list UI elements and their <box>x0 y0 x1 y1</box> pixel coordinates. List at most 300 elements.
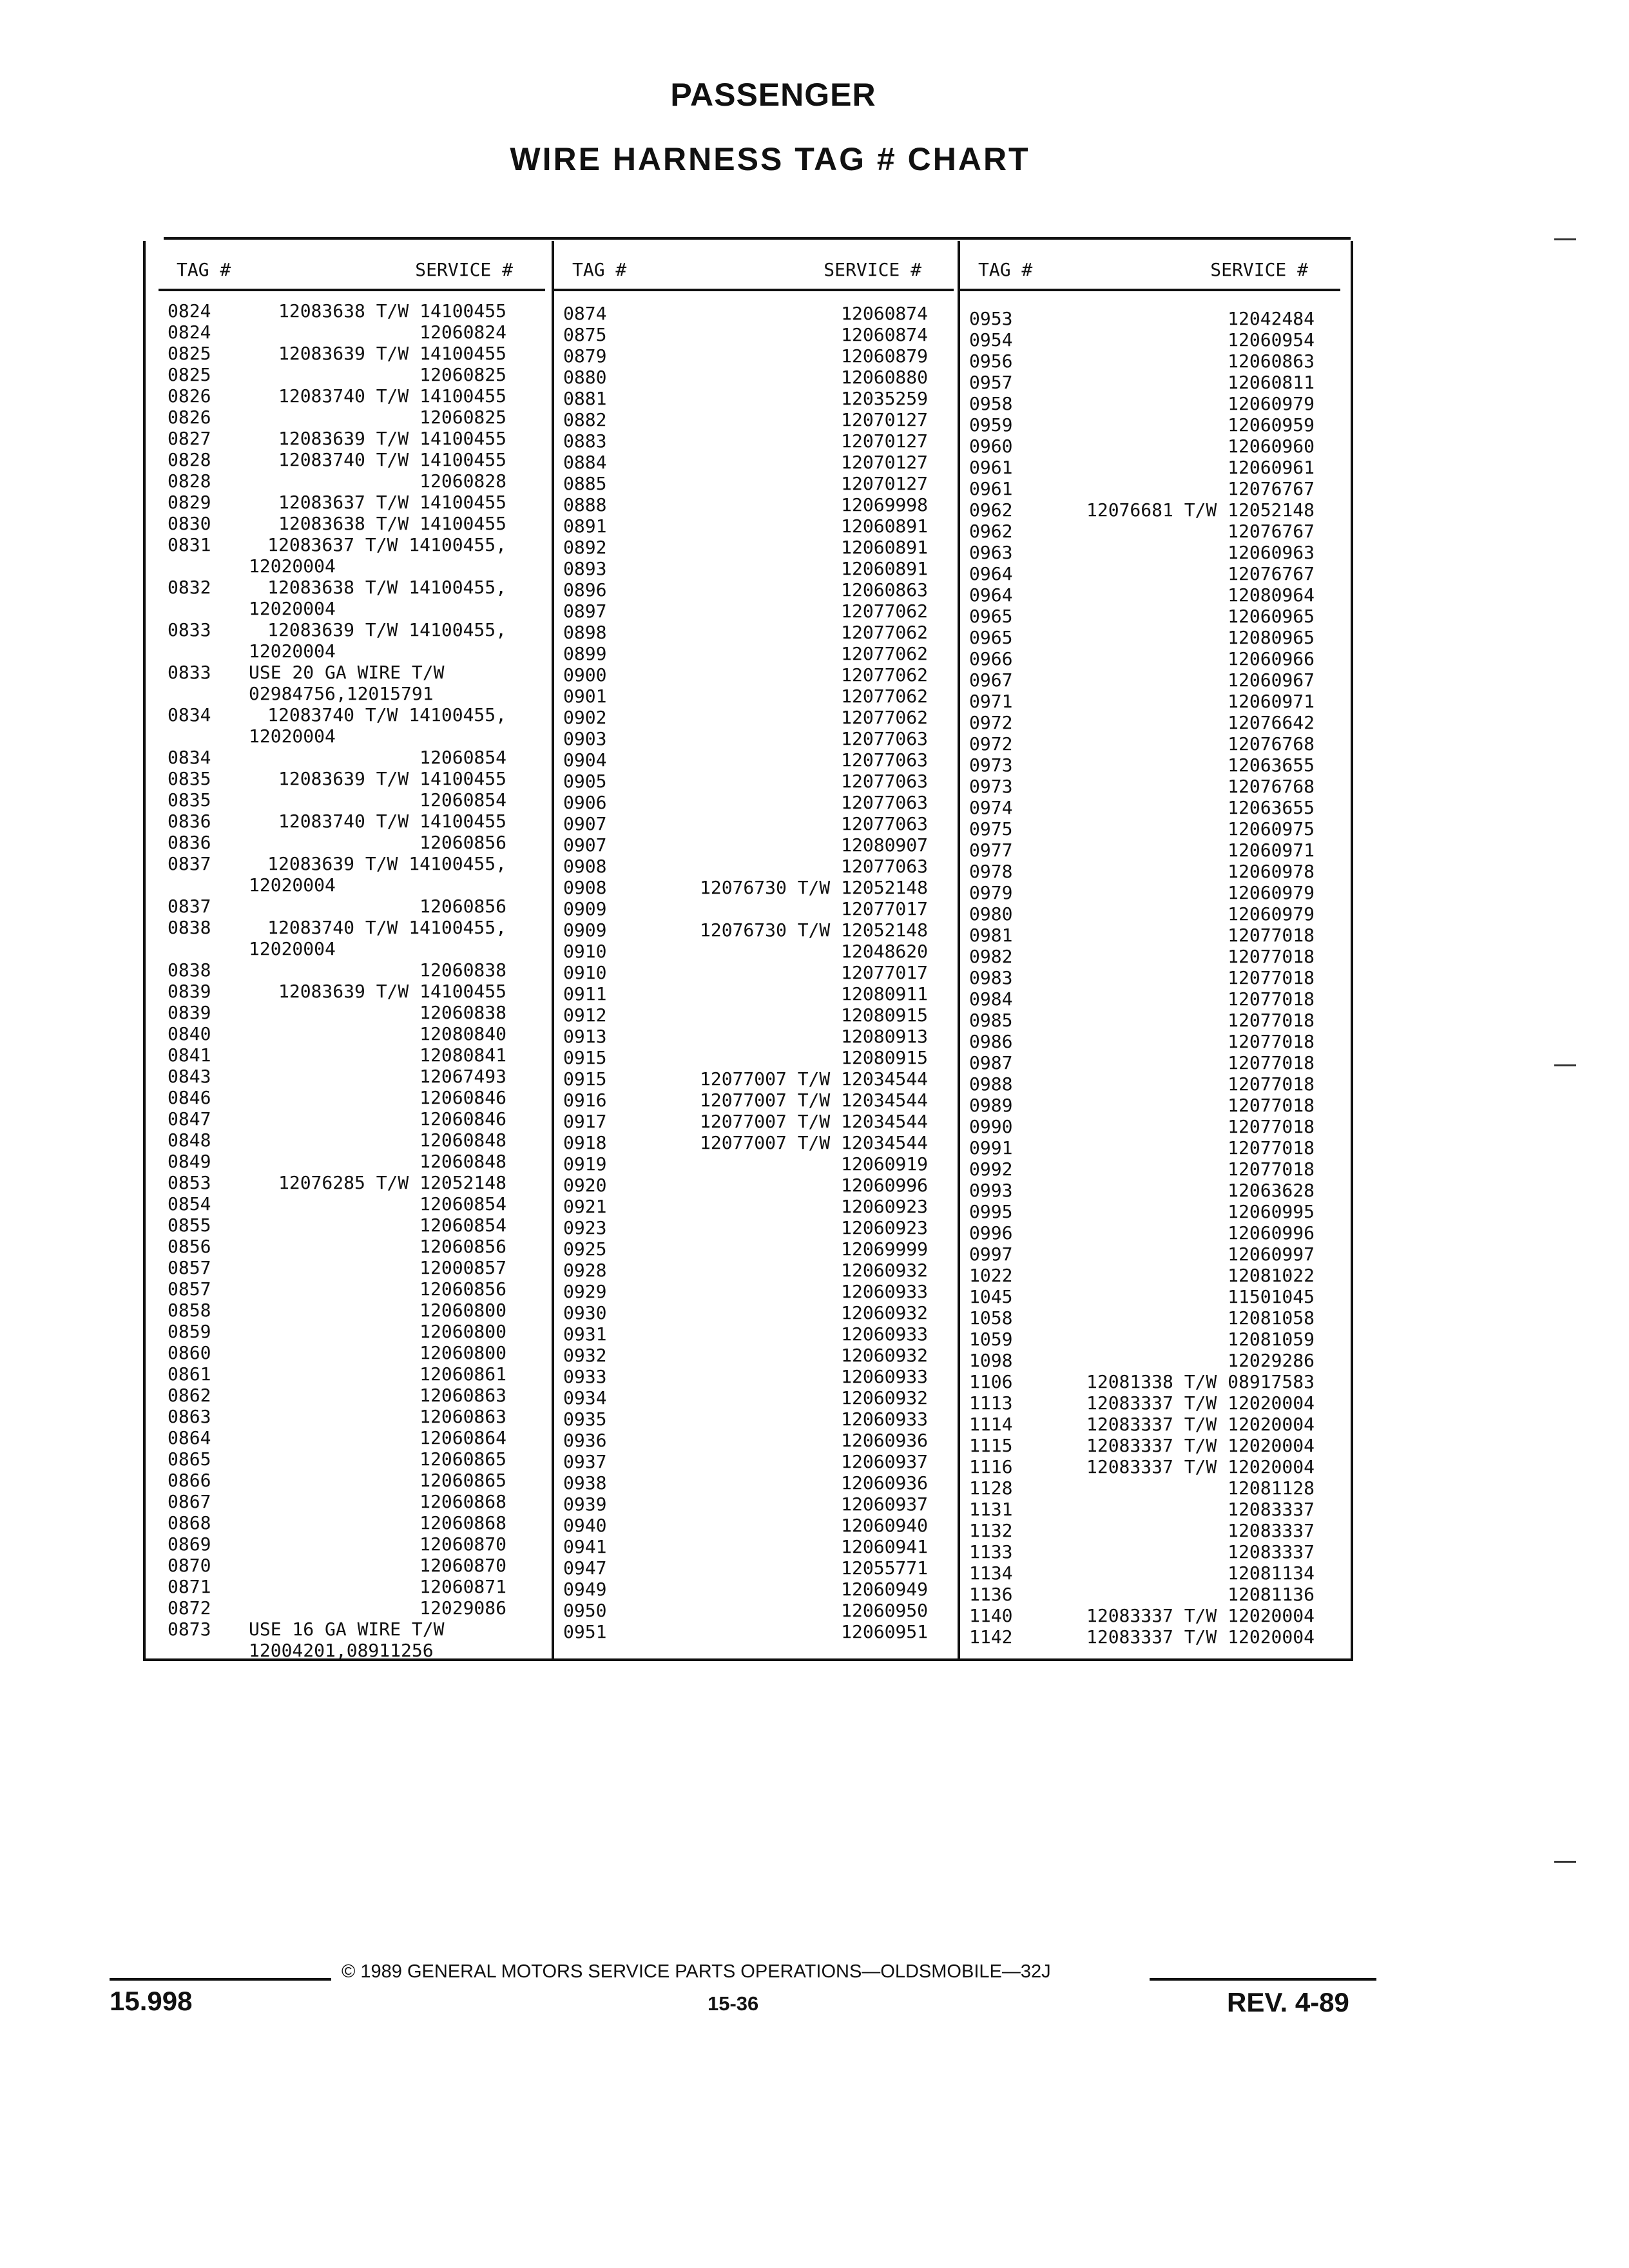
table-row <box>960 1626 1340 1648</box>
tag-number: 0910 <box>563 941 607 962</box>
service-number: 12060864 <box>419 1427 506 1448</box>
service-number: 12060933 <box>841 1408 928 1430</box>
service-number: 12060854 <box>419 1193 506 1215</box>
table-row <box>159 1236 545 1257</box>
service-number: 12083639 T/W 14100455 <box>278 428 506 449</box>
tag-number: 0993 <box>969 1180 1013 1201</box>
tag-number: 0959 <box>969 414 1013 436</box>
table-row <box>960 946 1340 967</box>
service-number: 12077017 <box>841 898 928 919</box>
page-subtitle: WIRE HARNESS TAG # CHART <box>510 141 1030 177</box>
tag-number: 0839 <box>168 1002 211 1023</box>
tag-number: 0917 <box>563 1111 607 1132</box>
tag-number: 0867 <box>168 1491 211 1512</box>
service-number: 12070127 <box>841 473 928 494</box>
tag-number: 0899 <box>563 643 607 664</box>
table-row <box>960 1414 1340 1435</box>
service-number: 12060824 <box>419 322 506 343</box>
tag-number: 0985 <box>969 1010 1013 1031</box>
tag-number: 0868 <box>168 1512 211 1533</box>
tag-number: 0857 <box>168 1257 211 1278</box>
tag-number: 0860 <box>168 1342 211 1363</box>
table-row <box>159 896 545 917</box>
service-number: 12060937 <box>841 1451 928 1472</box>
service-number: 12083740 T/W 14100455, <box>267 704 506 726</box>
table-row <box>159 704 545 726</box>
tag-number: 0826 <box>168 407 211 428</box>
service-number: 12083337 <box>1228 1499 1315 1520</box>
tag-header: TAG # <box>572 259 627 280</box>
tag-number: 0954 <box>969 329 1013 351</box>
service-number: 12077062 <box>841 643 928 664</box>
service-number: 12077062 <box>841 601 928 622</box>
tag-number: 0855 <box>168 1215 211 1236</box>
service-number: 12077018 <box>1228 1137 1315 1158</box>
service-number: 12060979 <box>1228 903 1315 925</box>
tag-number: 0920 <box>563 1175 607 1196</box>
table-row <box>554 856 954 877</box>
tag-number: 0841 <box>168 1044 211 1066</box>
tag-number: 0983 <box>969 967 1013 988</box>
table-row <box>159 1512 545 1533</box>
service-number: 12060975 <box>1228 818 1315 840</box>
table-row <box>554 452 954 473</box>
table-row <box>554 515 954 537</box>
service-number: 12076642 <box>1228 712 1315 733</box>
service-number: 12083740 T/W 14100455 <box>278 449 506 470</box>
tag-number: 0824 <box>168 322 211 343</box>
service-number: 12080915 <box>841 1004 928 1026</box>
service-number: 12077063 <box>841 856 928 877</box>
tag-number: 0980 <box>969 903 1013 925</box>
service-number: 12060863 <box>419 1385 506 1406</box>
service-number: 12076767 <box>1228 521 1315 542</box>
service-number: 12077018 <box>1228 967 1315 988</box>
tag-number: 0938 <box>563 1472 607 1494</box>
tag-number: 1136 <box>969 1584 1013 1605</box>
tag-number: 0941 <box>563 1536 607 1557</box>
tag-number: 0961 <box>969 457 1013 478</box>
column-header <box>554 253 954 291</box>
service-number: 12083337 T/W 12020004 <box>1086 1392 1315 1414</box>
tag-number: 0962 <box>969 499 1013 521</box>
table-row <box>159 1555 545 1576</box>
service-number: 12060966 <box>1228 648 1315 669</box>
service-number: 12077007 T/W 12034544 <box>699 1132 928 1153</box>
tag-number: 0989 <box>969 1095 1013 1116</box>
service-number: 12060863 <box>841 579 928 601</box>
tag-number: 0931 <box>563 1323 607 1345</box>
tag-number: 1115 <box>969 1435 1013 1456</box>
service-number: 12081128 <box>1228 1477 1315 1499</box>
table-row <box>554 1260 954 1281</box>
table-row <box>159 577 545 598</box>
footer-rule-right <box>1150 1978 1376 1981</box>
table-row <box>554 1132 954 1153</box>
tag-header: TAG # <box>177 259 231 280</box>
service-number: 12080913 <box>841 1026 928 1047</box>
service-number: 12060891 <box>841 537 928 558</box>
service-number: 12060856 <box>419 832 506 853</box>
service-number: 12083740 T/W 14100455, <box>267 917 506 938</box>
table-row <box>554 1026 954 1047</box>
table-row <box>159 1363 545 1385</box>
tag-number: 0928 <box>563 1260 607 1281</box>
table-row <box>159 1257 545 1278</box>
service-number: 12060825 <box>419 407 506 428</box>
service-number: 12081022 <box>1228 1265 1315 1286</box>
service-number: 12077062 <box>841 686 928 707</box>
table-row <box>554 1515 954 1536</box>
service-number: 12077062 <box>841 622 928 643</box>
service-number: 12060965 <box>1228 606 1315 627</box>
table-row <box>159 1129 545 1151</box>
service-number: 12083639 T/W 14100455 <box>278 343 506 364</box>
service-number: 12083337 T/W 12020004 <box>1086 1435 1315 1456</box>
table-row <box>159 470 545 492</box>
table-row <box>159 1427 545 1448</box>
service-number: 12076767 <box>1228 478 1315 499</box>
tag-number: 0857 <box>168 1278 211 1300</box>
table-row <box>159 1215 545 1236</box>
table-row <box>159 1172 545 1193</box>
tag-number: 0986 <box>969 1031 1013 1052</box>
table-row <box>159 619 545 640</box>
table-row <box>960 648 1340 669</box>
column-rows <box>159 300 545 1661</box>
tag-number: 1098 <box>969 1350 1013 1371</box>
service-number: 12060863 <box>419 1406 506 1427</box>
table-row <box>960 818 1340 840</box>
tag-number: 0906 <box>563 792 607 813</box>
tag-number: 0977 <box>969 840 1013 861</box>
tag-number: 0939 <box>563 1494 607 1515</box>
service-number: 12035259 <box>841 388 928 409</box>
tag-number: 0997 <box>969 1244 1013 1265</box>
table-row <box>554 558 954 579</box>
table-row <box>960 1010 1340 1031</box>
continuation-text: 12020004 <box>249 726 336 747</box>
service-number: 12060950 <box>841 1600 928 1621</box>
table-row <box>960 903 1340 925</box>
tag-number: 1113 <box>969 1392 1013 1414</box>
table-row <box>960 414 1340 436</box>
service-number: 12060979 <box>1228 882 1315 903</box>
tag-number: 0858 <box>168 1300 211 1321</box>
table-row <box>960 988 1340 1010</box>
table-row <box>554 962 954 983</box>
service-header: SERVICE # <box>824 259 921 280</box>
table-row <box>554 1387 954 1408</box>
table-row <box>554 1472 954 1494</box>
tag-number: 0915 <box>563 1047 607 1068</box>
table-row <box>960 478 1340 499</box>
tag-number: 0825 <box>168 364 211 385</box>
tag-number: 0853 <box>168 1172 211 1193</box>
service-number: 12060995 <box>1228 1201 1315 1222</box>
tag-number: 0996 <box>969 1222 1013 1244</box>
table-top-rule <box>164 237 1351 240</box>
service-number: 12063655 <box>1228 754 1315 776</box>
tag-number: 0960 <box>969 436 1013 457</box>
margin-mark <box>1554 238 1576 240</box>
service-number: 12077018 <box>1228 988 1315 1010</box>
service-number: 12060863 <box>1228 351 1315 372</box>
service-number: 12083337 <box>1228 1520 1315 1541</box>
tag-number: 0872 <box>168 1597 211 1619</box>
table-row <box>159 1385 545 1406</box>
table-row <box>159 789 545 811</box>
table-row <box>159 1448 545 1470</box>
service-number: 12060971 <box>1228 691 1315 712</box>
tag-number: 1128 <box>969 1477 1013 1499</box>
service-number: 12077063 <box>841 813 928 834</box>
tag-number: 0846 <box>168 1087 211 1108</box>
table-row <box>960 1477 1340 1499</box>
table-row <box>960 1031 1340 1052</box>
table-row <box>554 1600 954 1621</box>
service-number: 12081136 <box>1228 1584 1315 1605</box>
tag-number: 0930 <box>563 1302 607 1323</box>
tag-number: 0892 <box>563 537 607 558</box>
table-row <box>159 768 545 789</box>
tag-number: 0967 <box>969 669 1013 691</box>
table-row <box>554 579 954 601</box>
service-number: 12070127 <box>841 452 928 473</box>
tag-number: 0947 <box>563 1557 607 1579</box>
tag-number: 0966 <box>969 648 1013 669</box>
service-number: 12069998 <box>841 494 928 515</box>
service-number: 12080841 <box>419 1044 506 1066</box>
service-number: 12077018 <box>1228 1073 1315 1095</box>
service-number: 12060828 <box>419 470 506 492</box>
tag-number: 0839 <box>168 981 211 1002</box>
service-number: 12077017 <box>841 962 928 983</box>
tag-number: 1142 <box>969 1626 1013 1648</box>
table-row-continuation <box>159 938 545 959</box>
table-row <box>960 1116 1340 1137</box>
table-row-continuation <box>159 598 545 619</box>
service-number: 12060933 <box>841 1366 928 1387</box>
table-row <box>554 686 954 707</box>
tag-number: 0965 <box>969 627 1013 648</box>
service-number: 12060923 <box>841 1217 928 1238</box>
table-row <box>960 1180 1340 1201</box>
table-row <box>159 1044 545 1066</box>
table-row <box>960 1201 1340 1222</box>
tag-number: 0910 <box>563 962 607 983</box>
table-row <box>554 1579 954 1600</box>
tag-number: 0964 <box>969 584 1013 606</box>
note-text: USE 20 GA WIRE T/W <box>249 662 445 683</box>
tag-number: 0836 <box>168 832 211 853</box>
tag-number: 0916 <box>563 1090 607 1111</box>
continuation-text: 12004201,08911256 <box>249 1640 434 1661</box>
table-row <box>159 1533 545 1555</box>
table-row <box>554 1408 954 1430</box>
table-row-continuation <box>159 874 545 896</box>
copyright-line: © 1989 GENERAL MOTORS SERVICE PARTS OPERATIONS—OLDSMOBILE—32J <box>342 1961 1051 1982</box>
table-row <box>159 959 545 981</box>
table-row-continuation <box>159 726 545 747</box>
tag-number: 1106 <box>969 1371 1013 1392</box>
table-row <box>159 534 545 555</box>
tag-number: 0992 <box>969 1158 1013 1180</box>
tag-number: 0909 <box>563 898 607 919</box>
table-row <box>554 1068 954 1090</box>
tag-number: 0865 <box>168 1448 211 1470</box>
table-row <box>960 499 1340 521</box>
tag-number: 0911 <box>563 983 607 1004</box>
service-number: 12060996 <box>1228 1222 1315 1244</box>
table-row <box>554 1345 954 1366</box>
tag-number: 0831 <box>168 534 211 555</box>
service-number: 12077018 <box>1228 1158 1315 1180</box>
service-number: 12060879 <box>841 345 928 367</box>
service-number: 12060941 <box>841 1536 928 1557</box>
service-header: SERVICE # <box>1210 259 1308 280</box>
tag-number: 0919 <box>563 1153 607 1175</box>
service-number: 12060854 <box>419 747 506 768</box>
tag-number: 0832 <box>168 577 211 598</box>
tag-number: 0973 <box>969 754 1013 776</box>
table-row <box>159 1406 545 1427</box>
service-number: 12060933 <box>841 1323 928 1345</box>
table-row <box>554 771 954 792</box>
service-number: 12083638 T/W 14100455, <box>267 577 506 598</box>
service-number: 12060996 <box>841 1175 928 1196</box>
tag-number: 0828 <box>168 449 211 470</box>
tag-number: 0929 <box>563 1281 607 1302</box>
tag-number: 0912 <box>563 1004 607 1026</box>
header-rule <box>159 289 545 291</box>
tag-number: 1131 <box>969 1499 1013 1520</box>
service-number: 12060954 <box>1228 329 1315 351</box>
tag-number: 0995 <box>969 1201 1013 1222</box>
column-header <box>159 253 545 291</box>
tag-number: 1132 <box>969 1520 1013 1541</box>
table-row <box>554 367 954 388</box>
table-row <box>159 322 545 343</box>
tag-number: 0849 <box>168 1151 211 1172</box>
service-number: 12060923 <box>841 1196 928 1217</box>
service-number: 12060933 <box>841 1281 928 1302</box>
service-number: 12077018 <box>1228 1031 1315 1052</box>
tag-number: 0897 <box>563 601 607 622</box>
tag-number: 0957 <box>969 372 1013 393</box>
tag-number: 0905 <box>563 771 607 792</box>
table-row <box>554 749 954 771</box>
table-row <box>960 691 1340 712</box>
tag-number: 0891 <box>563 515 607 537</box>
tag-number: 1114 <box>969 1414 1013 1435</box>
service-number: 11501045 <box>1228 1286 1315 1307</box>
tag-number: 0903 <box>563 728 607 749</box>
service-number: 12083337 T/W 12020004 <box>1086 1626 1315 1648</box>
tag-number: 0879 <box>563 345 607 367</box>
table-row <box>960 797 1340 818</box>
tag-number: 0925 <box>563 1238 607 1260</box>
table-row <box>159 1491 545 1512</box>
tag-number: 1022 <box>969 1265 1013 1286</box>
table-row <box>159 662 545 683</box>
service-number: 12070127 <box>841 409 928 430</box>
tag-number: 0836 <box>168 811 211 832</box>
tag-number: 0900 <box>563 664 607 686</box>
table-row <box>554 388 954 409</box>
service-number: 12077018 <box>1228 1010 1315 1031</box>
tag-number: 0965 <box>969 606 1013 627</box>
service-number: 12060854 <box>419 789 506 811</box>
service-number: 12081059 <box>1228 1329 1315 1350</box>
tag-number: 0828 <box>168 470 211 492</box>
tag-number: 0953 <box>969 308 1013 329</box>
service-number: 12029086 <box>419 1597 506 1619</box>
table-row <box>554 1430 954 1451</box>
tag-number: 0950 <box>563 1600 607 1621</box>
service-number: 12083639 T/W 14100455 <box>278 768 506 789</box>
tag-number: 0834 <box>168 704 211 726</box>
table-row <box>960 712 1340 733</box>
table-column-3 <box>958 241 1340 1658</box>
table-row <box>159 747 545 768</box>
tag-number: 0909 <box>563 919 607 941</box>
table-row <box>159 1151 545 1172</box>
table-row <box>554 537 954 558</box>
tag-number: 0990 <box>969 1116 1013 1137</box>
tag-number: 1134 <box>969 1562 1013 1584</box>
table-row <box>554 1047 954 1068</box>
tag-number: 0875 <box>563 324 607 345</box>
tag-number: 0936 <box>563 1430 607 1451</box>
tag-number: 0864 <box>168 1427 211 1448</box>
table-row <box>159 1321 545 1342</box>
table-row <box>960 436 1340 457</box>
service-number: 12083337 T/W 12020004 <box>1086 1414 1315 1435</box>
service-number: 12077007 T/W 12034544 <box>699 1111 928 1132</box>
tag-header: TAG # <box>978 259 1033 280</box>
continuation-text: 12020004 <box>249 598 336 619</box>
table-row <box>554 919 954 941</box>
tag-number: 0964 <box>969 563 1013 584</box>
service-number: 12080911 <box>841 983 928 1004</box>
table-row <box>159 853 545 874</box>
table-row <box>960 754 1340 776</box>
tag-number: 0826 <box>168 385 211 407</box>
table-row <box>159 1619 545 1640</box>
table-row <box>960 1584 1340 1605</box>
service-number: 12077018 <box>1228 1116 1315 1137</box>
service-number: 12060868 <box>419 1512 506 1533</box>
tag-number: 0871 <box>168 1576 211 1597</box>
service-number: 12060932 <box>841 1260 928 1281</box>
service-number: 12060856 <box>419 896 506 917</box>
service-number: 12060959 <box>1228 414 1315 436</box>
service-number: 12060978 <box>1228 861 1315 882</box>
tag-number: 0840 <box>168 1023 211 1044</box>
service-number: 12077062 <box>841 664 928 686</box>
tag-number: 0956 <box>969 351 1013 372</box>
service-number: 12083639 T/W 14100455 <box>278 981 506 1002</box>
service-number: 12080840 <box>419 1023 506 1044</box>
table-row <box>554 1536 954 1557</box>
service-number: 12060880 <box>841 367 928 388</box>
tag-number: 0963 <box>969 542 1013 563</box>
service-number: 12069999 <box>841 1238 928 1260</box>
service-number: 12080964 <box>1228 584 1315 606</box>
table-row <box>159 1193 545 1215</box>
service-number: 12060971 <box>1228 840 1315 861</box>
